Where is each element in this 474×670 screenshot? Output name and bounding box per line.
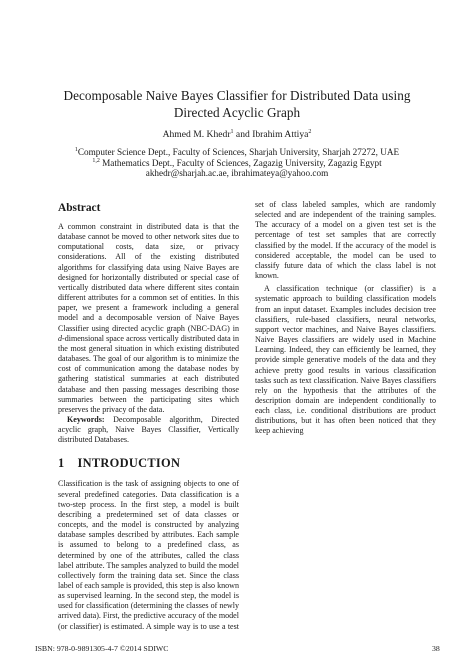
abstract-text: A common constraint in distributed data is that the database cannot be moved to other network sites due to computational costs, data size, or privacy considerations. All of the existing distributed algorithms for classifying data using Naive Bayes are designed for horizontally distributed or special case of vertically distributed data where different sites contain different attributes for a common set of entities. In this paper, we present a framework including a general model and a decomposable version of Naive Bayes Classifier using directed acyclic graph (NBC-DAG) in	[58, 222, 239, 333]
author-emails: akhedr@sharjah.ac.ae, ibrahimateya@yahoo.com	[145, 168, 329, 178]
abstract-italic-d: d	[58, 333, 63, 343]
affiliation-2-text: Mathematics Dept., Faculty of Sciences, Zagazig University, Zagazig Egypt	[99, 157, 382, 168]
section-number: 1	[58, 456, 65, 471]
affiliation-1-text: Computer Science Dept., Faculty of Sciences, Sharjah University, Sharjah 27272, UAE	[77, 147, 400, 157]
affiliation-2	[40, 158, 434, 169]
section-title: INTRODUCTION	[77, 456, 181, 471]
introduction-heading	[58, 456, 239, 470]
title-line-1: Decomposable Naive Bayes Classifier for Distributed Data using	[63, 88, 411, 103]
page-number: 38	[432, 644, 440, 653]
abstract-text-tail: -dimensional space across vertically distributed data in the most general situation in which existing distributed databases. The goal of our algorithm is to minimize the cost of communication among the database nodes by gathering statistical summaries at each distributed database and then passing messages describing those summaries between the participating sites which preserves the privacy of the data.	[58, 333, 239, 414]
page-footer	[0, 644, 474, 658]
author-1-name: Ahmed M. Khedr	[162, 129, 231, 140]
intro-paragraph-2: A classification technique (or classifier) is a systematic approach to building classification models from an input dataset. Examples includes decision tree classifiers, rule-based classifiers, neural networks, support vector machines, and Naive Bayes classifiers. Naive Bayes classifiers are widely used in Machine Learning. Indeed, they can efficiently be learned, they provide simple generative models of the data and they achieve pretty good results in various classification tasks such as text classification. Naive Bayes classifiers rely on the hypothesis that the attributes of the description domain are independent conditionally to each class, i.e. conditional distributions are product distributions, but it has often been noticed that they keep achieving	[255, 284, 436, 436]
affiliation-1-mark: 1	[74, 147, 78, 153]
intro-paragraph-1-continued: set of class labeled samples, which are randomly selected and are independent of the training samples. The accuracy of a model on a given test set is the percentage of test set samples that are correctly classified by the model. If the accuracy of the model is considered acceptable, the model can be used to classify future data of which the class label is not known.	[255, 200, 436, 281]
author-2-name: Ibrahim Attiya	[252, 129, 309, 140]
abstract-heading: Abstract	[58, 202, 101, 214]
author-conjunction: and	[233, 129, 253, 140]
affiliation-2-mark: 1,2	[92, 157, 100, 164]
left-column	[58, 201, 239, 632]
affiliations	[40, 147, 434, 179]
paper-title	[40, 87, 434, 121]
author-1-affiliation-mark: 1	[230, 129, 234, 135]
intro-paragraph-1: Classification is the task of assigning objects to one of several predefined categories. Data classification is a two-step process. In the first step, a model is built describing a predetermined set of data classes or concepts, and the model is constructed by analyzing database samples described by attributes. Each sample is assumed to belong to a predefined class, as determined by one of the attributes, called the class label attribute. The samples analyzed to build the model collectively form the training data set. Since the class label of each sample is provided, this step is also known as supervised learning. In the second step, the model is used for classification (determining the classes of newly arrived data). First, the predictive accuracy of the model (or classifier) is estimated. A simple way is to use a test	[58, 479, 239, 631]
title-line-2: Directed Acyclic Graph	[173, 105, 301, 120]
affiliation-1	[40, 147, 434, 158]
right-column	[255, 200, 436, 437]
footer-isbn: ISBN: 978-0-9891305-4-7 ©2014 SDIWC	[35, 644, 169, 653]
keywords-label: Keywords:	[67, 414, 105, 424]
keywords	[58, 415, 239, 445]
keywords-text: Decomposable algorithm, Directed acyclic graph, Naive Bayes Classifier, Vertically distributed Databases.	[58, 414, 239, 445]
author-2-affiliation-mark: 2	[308, 129, 312, 135]
author-list	[40, 129, 434, 141]
abstract-body	[58, 222, 239, 415]
